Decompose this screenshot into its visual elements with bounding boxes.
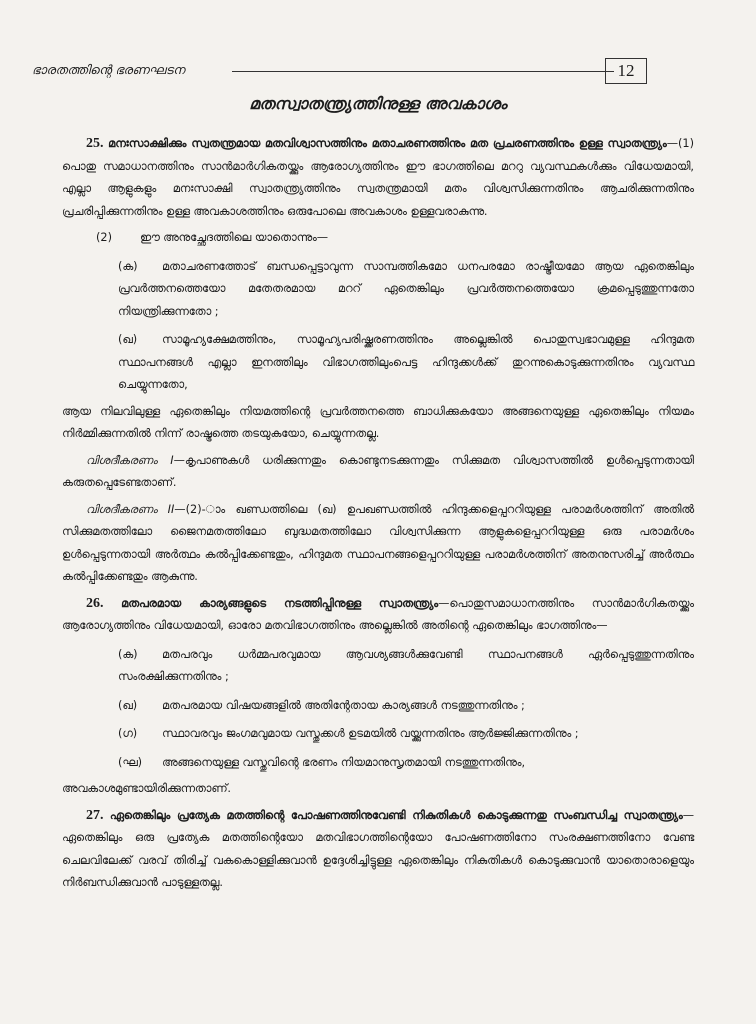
sub-clause-label: (ഖ) — [118, 333, 138, 346]
header-rule — [232, 71, 614, 72]
sub-clause-label: (ക) — [118, 259, 138, 273]
sub-clause-label: (ഖ) — [118, 698, 138, 712]
sub-clause-label: (ഗ) — [118, 727, 138, 740]
article-number: 25. — [86, 136, 104, 151]
article-number: 27. — [86, 807, 104, 823]
page-number: 12 — [605, 58, 647, 84]
article-title: മതപരമായ കാര്യങ്ങളുടെ നടത്തിപ്പിനുള്ള സ്വാതന്ത്ര്യം — [121, 596, 439, 610]
article-text: —(1) പൊതു സമാധാനത്തിനും സാൻമാർഗികതയ്ക്കും ആരോഗ്യത്തിനും ഈ ഭാഗത്തിലെ മററു വ്യവസ്ഥകൾക്കും വിധേയമായി, എല്ലാ ആളുകളും മനഃസാക്ഷി സ്വാതന്ത്ര്യത്തിനും സ്വതന്ത്രമായി മതം വിശ്വസിക്കുന്നതിനും ആചരിക്കുന്നതിനും പ്രചരിപ്പിക്കുന്നതിനും ഉള്ള അവകാശത്തിനും ഒരുപോലെ അവകാശം ഉള്ളവരാകുന്നു. — [62, 137, 694, 218]
sub-clause-text: അങ്ങനെയുള്ള വസ്തുവിന്റെ ഭരണം നിയമാനുസൃതമായി നടത്തുന്നതിനും, — [162, 755, 526, 769]
explanation-1 — [62, 450, 694, 495]
explanation-label: വിശദീകരണം I — [86, 453, 174, 467]
sub-clause-label: (ഘ) — [118, 755, 142, 769]
article-25-closing: ആയ നിലവിലുള്ള ഏതെങ്കിലും നിയമത്തിന്റെ പ്രവർത്തനത്തെ ബാധിക്കുകയോ അങ്ങനെയുള്ള ഏതെങ്കിലും നിയമം നിർമ്മിക്കുന്നതിൽ നിന്ന് രാഷ്ട്രത്തെ തടയുകയോ, ചെയ്യുന്നതല്ല. — [62, 404, 694, 440]
article-title: ഏതെങ്കിലും പ്രത്യേക മതത്തിന്റെ പോഷണത്തിനുവേണ്ടി നികുതികൾ കൊടുക്കുന്നതു സംബന്ധിച്ച സ്വാതന്ത്ര്യം — [109, 808, 683, 822]
explanation-text: —(2)-ാം ഖണ്ഡത്തിലെ (ഖ) ഉപഖണ്ഡത്തിൽ ഹിന്ദുക്കളെപ്പററിയുള്ള പരാമർശത്തിന് അതിൽ സിക്കുമതത്തിലോ ജൈനമതത്തിലോ ബുദ്ധമതത്തിലോ വിശ്വസിക്കുന്ന ആളുകളെപ്പററിയുള്ള ഒരു പരാമർശം ഉൾപ്പെടുന്നതായി അർത്ഥം കൽപ്പിക്കേണ്ടതും, ഹിന്ദുമത സ്ഥാപനങ്ങളെപ്പററിയുള്ള പരാമർശത്തിന് അതനുസരിച്ച് അർത്ഥം കൽപ്പിക്കേണ്ടതും ആകുന്നു. — [62, 502, 694, 583]
sub-clause-label: (ക) — [118, 647, 138, 661]
sub-clause-text: മതാചരണത്തോട് ബന്ധപ്പെട്ടാവുന്ന സാമ്പത്തികമോ ധനപരമോ രാഷ്ട്രീയമോ ആയ ഏതെങ്കിലും പ്രവർത്തനത്തെയോ മതേതരമായ മററ് ഏതെങ്കിലും പ്രവർത്തനത്തെയോ ക്രമപ്പെടുത്തുന്നതോ നിയന്ത്രിക്കുന്നതോ ; — [118, 259, 694, 318]
article-26-intro — [62, 593, 694, 638]
article-26-item-a — [62, 644, 694, 689]
sub-clause-text: സാമൂഹ്യക്ഷേമത്തിനും, സാമൂഹ്യപരിഷ്ക്കരണത്തിനും അല്ലെങ്കിൽ പൊതുസ്വഭാവമുള്ള ഹിന്ദുമത സ്ഥാപനങ്ങൾ എല്ലാ ഇനത്തിലും വിഭാഗത്തിലുംപെട്ട ഹിന്ദുക്കൾക്ക് തുറന്നുകൊടുക്കുന്നതിനും വ്യവസ്ഥ ചെയ്യുന്നതോ, — [118, 333, 694, 391]
article-25-clause-2 — [62, 227, 694, 250]
article-text: —പൊതുസമാധാനത്തിനും സാൻമാർഗികതയ്ക്കും ആരോഗ്യത്തിനും വിധേയമായി, ഓരോ മതവിഭാഗത്തിനും അല്ലെങ്കിൽ അതിന്റെ ഏതെങ്കിലും ഭാഗത്തിനും— — [62, 596, 694, 632]
sub-clause-text: മതപരവും ധർമ്മപരവുമായ ആവശ്യങ്ങൾക്കുവേണ്ടി സ്ഥാപനങ്ങൾ ഏർപ്പെടുത്തുന്നതിനും സംരക്ഷിക്കുന്നതിനും ; — [118, 647, 694, 683]
article-26-item-b — [62, 695, 694, 718]
article-text: —ഏതെങ്കിലും ഒരു പ്രത്യേക മതത്തിന്റെയോ മതവിഭാഗത്തിന്റെയോ പോഷണത്തിനോ സംരക്ഷണത്തിനോ വേണ്ട ചെലവിലേക്ക് വരവ് തിരിച്ച് വകകൊള്ളിക്കുവാൻ ഉദ്ദേശിച്ചിട്ടുള്ള ഏതെങ്കിലും നികുതികൾ കൊടുക്കുവാൻ യാതൊരാളെയും നിർബന്ധിക്കുവാൻ പാടുള്ളതല്ല. — [62, 808, 695, 889]
article-25-clause-1 — [62, 133, 694, 223]
article-number: 26. — [86, 595, 104, 611]
section-heading: മതസ്വാതന്ത്ര്യത്തിനുള്ള അവകാശം — [249, 94, 507, 113]
article-27 — [62, 805, 694, 895]
sub-clause-text: മതപരമായ വിഷയങ്ങളിൽ അതിന്റേതായ കാര്യങ്ങൾ നടത്തുന്നതിനും ; — [162, 698, 525, 712]
article-26-item-d — [62, 752, 694, 775]
explanation-text: —കൃപാണുകൾ ധരിക്കുന്നതും കൊണ്ടുനടക്കുന്നതും സിക്കുമത വിശ്വാസത്തിൽ ഉൾപ്പെടുന്നതായി കരുതപ്പെടേണ്ടതാണ്. — [62, 453, 694, 489]
article-26-closing: അവകാശമുണ്ടായിരിക്കുന്നതാണ്. — [62, 782, 231, 795]
explanation-2 — [62, 499, 694, 589]
clause-label: (2) — [96, 231, 113, 244]
article-25-sub-a — [62, 256, 694, 324]
page-header — [32, 58, 722, 86]
clause-text: ഈ അനുച്ഛേദത്തിലെ യാതൊന്നും— — [140, 231, 329, 244]
sub-clause-text: സ്ഥാവരവും ജംഗമവുമായ വസ്തുക്കൾ ഉടമയിൽ വയ്ക്കുന്നതിനും ആർജ്ജിക്കുന്നതിനും ; — [162, 727, 579, 740]
article-26-item-c — [62, 723, 694, 746]
running-title: ഭാരതത്തിന്റെ ഭരണഘടന — [32, 62, 185, 77]
page-content — [62, 133, 694, 895]
explanation-label: വിശദീകരണം II — [86, 502, 175, 516]
article-25-sub-b — [62, 329, 694, 397]
article-title: മനഃസാക്ഷിക്കും സ്വതന്ത്രമായ മതവിശ്വാസത്തിനും മതാചരണത്തിനും മത പ്രചരണത്തിനും ഉള്ള സ്വാതന്ത്ര്യം — [108, 137, 667, 150]
